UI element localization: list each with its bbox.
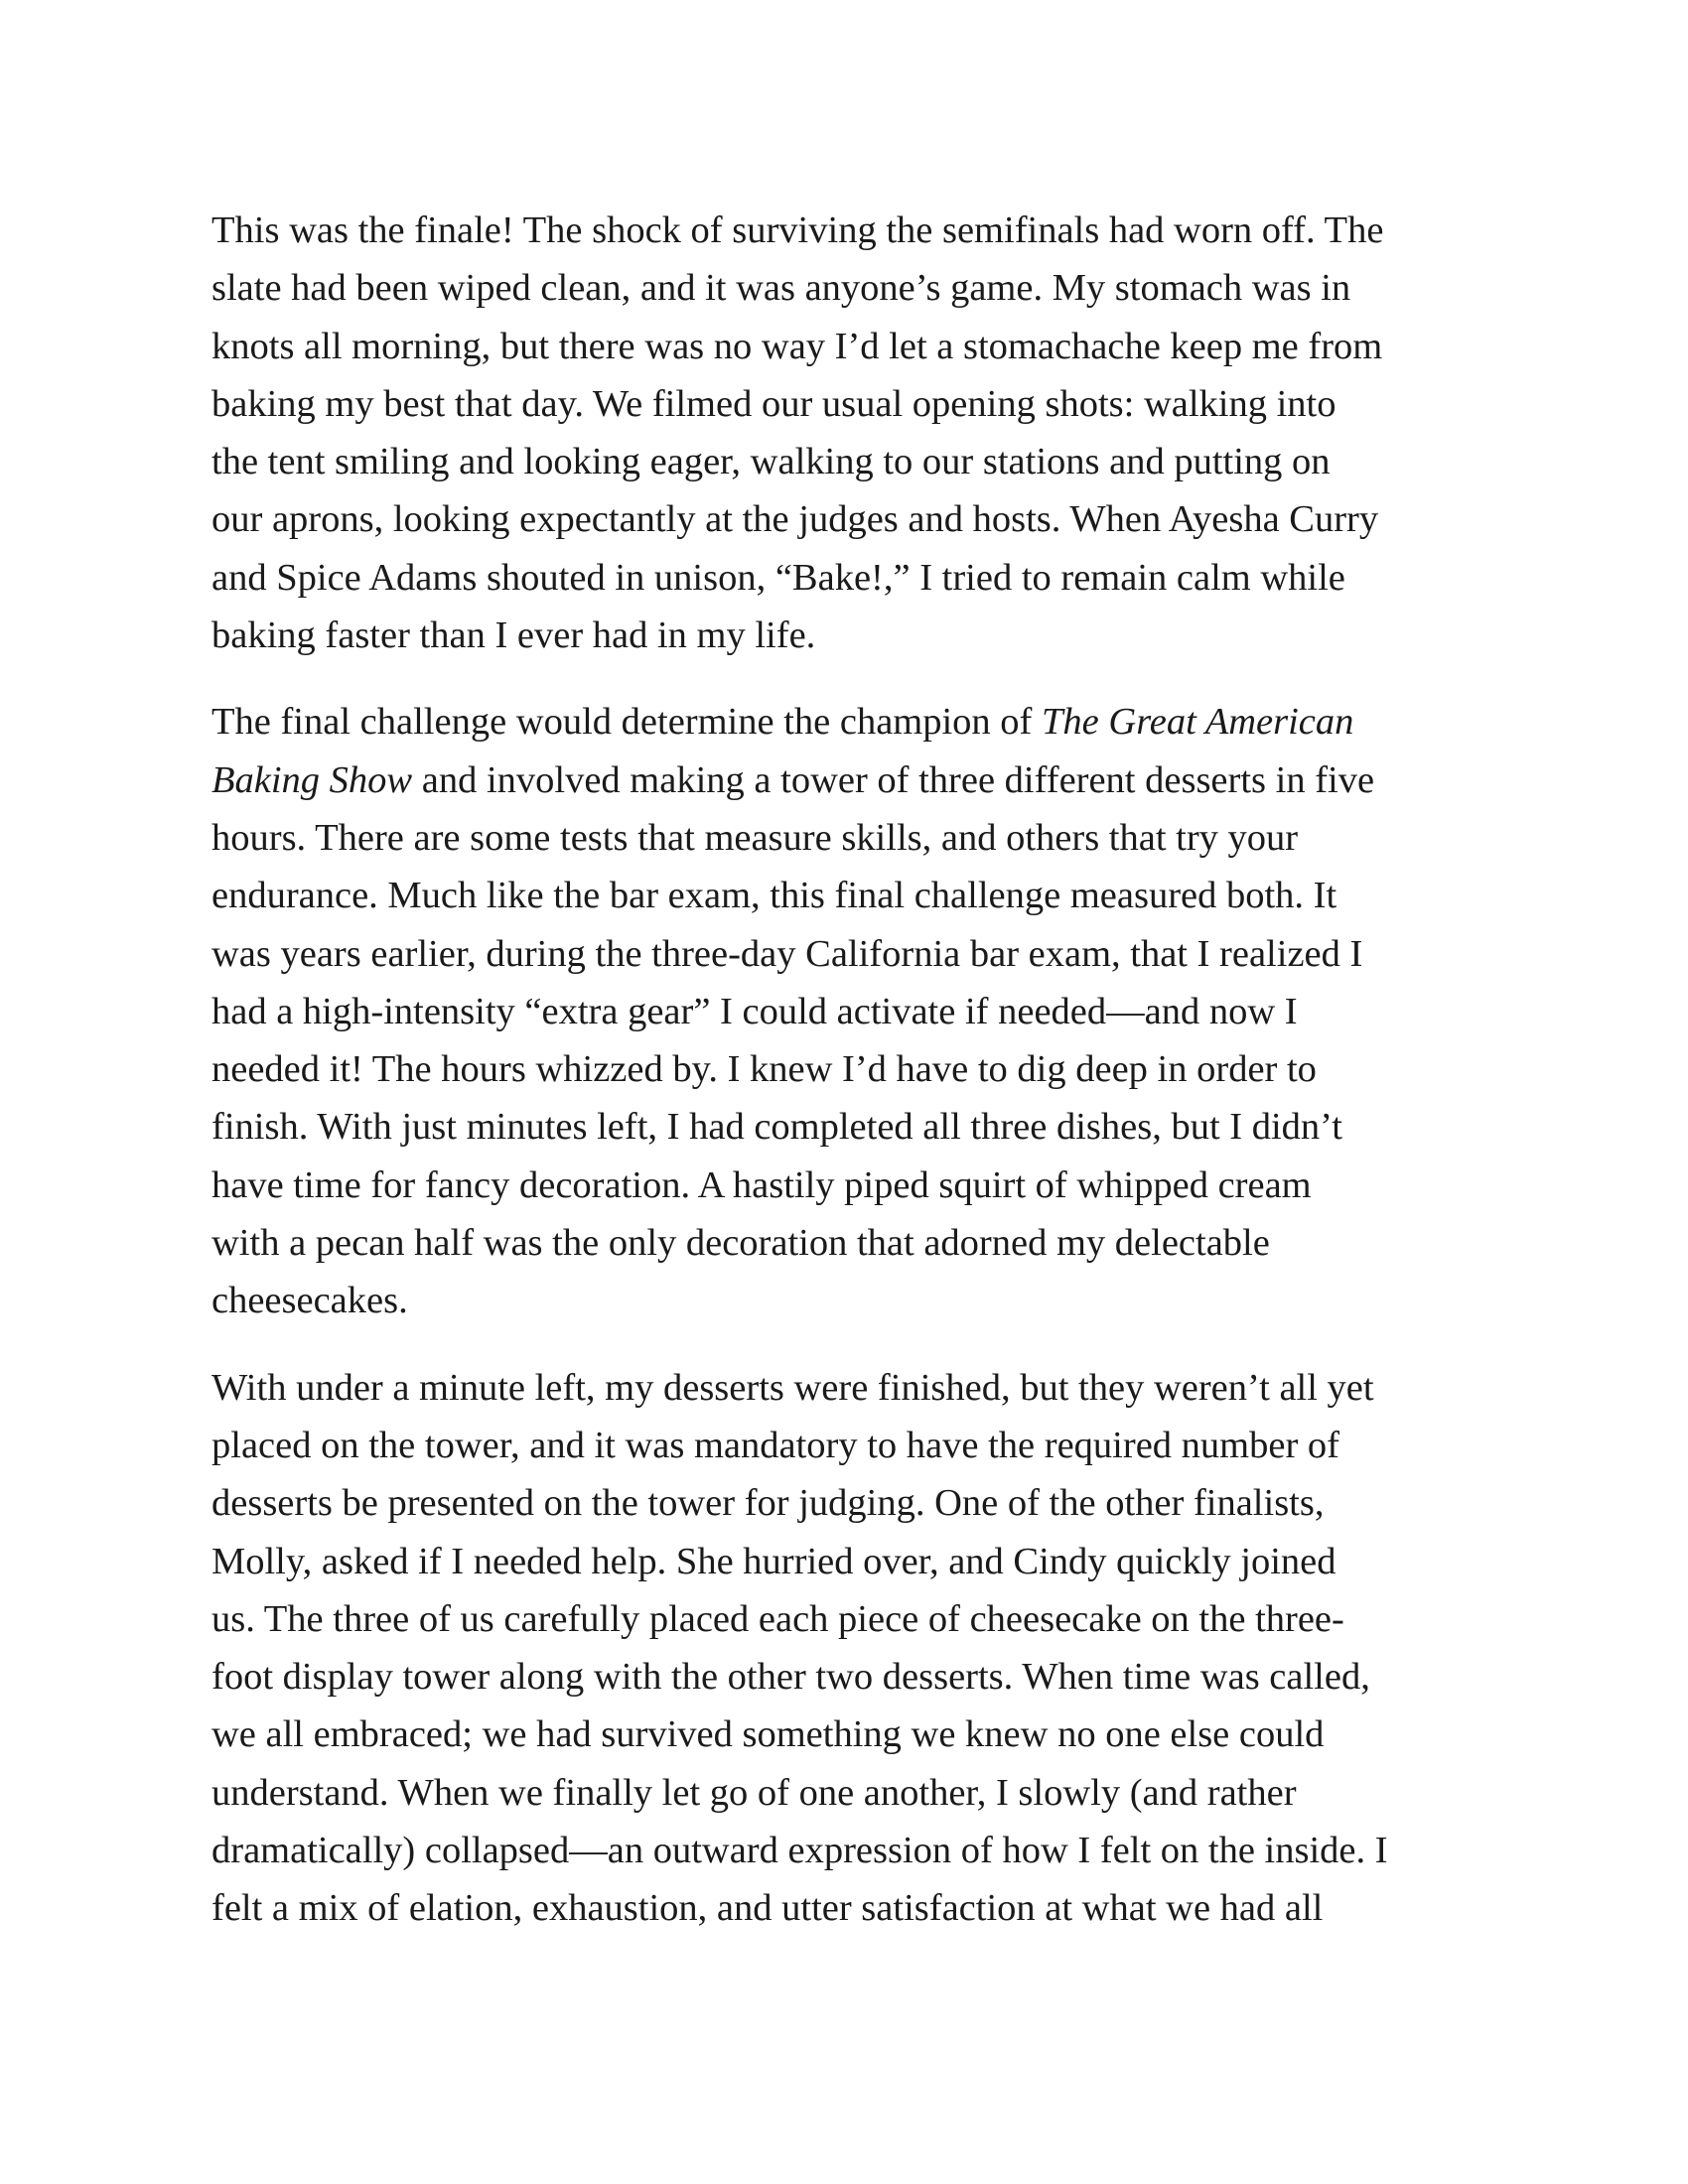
text-line: and Spice Adams shouted in unison, “Bake!,” I tried to remain calm while [211, 556, 1345, 599]
text-line: our aprons, looking expectantly at the judges and hosts. When Ayesha Curry [211, 498, 1379, 541]
text-line: we all embraced; we had survived something we knew no one else could [211, 1713, 1325, 1756]
paragraph-3 [211, 1359, 1502, 1938]
text-line: placed on the tower, and it was mandatory to have the required number of [211, 1424, 1339, 1466]
text-line: The final challenge would determine the champion of The Great American [211, 701, 1354, 744]
text-line: finish. With just minutes left, I had completed all three dishes, but I didn’t [211, 1106, 1343, 1149]
text-line: baking my best that day. We filmed our usual opening shots: walking into [211, 382, 1336, 425]
text-line: us. The three of us carefully placed each piece of cheesecake on the three- [211, 1597, 1344, 1640]
text-line: desserts be presented on the tower for judging. One of the other finalists, [211, 1482, 1325, 1525]
text-line: This was the finale! The shock of surviving the semifinals had worn off. The [211, 209, 1384, 251]
book-title-italic: Baking Show [211, 758, 413, 801]
text-line: had a high-intensity “extra gear” I could activate if needed—and now I [211, 990, 1298, 1032]
book-title-italic: The Great American [1042, 701, 1354, 744]
paragraph-1 [211, 202, 1502, 664]
text-line: the tent smiling and looking eager, walking to our stations and putting on [211, 441, 1331, 483]
text-line: baking faster than I ever had in my life. [211, 614, 816, 657]
text-line: endurance. Much like the bar exam, this final challenge measured both. It [211, 875, 1337, 917]
text-line: knots all morning, but there was no way I’d let a stomachache keep me from [211, 325, 1383, 367]
text-line: with a pecan half was the only decoration that adorned my delectable [211, 1222, 1270, 1265]
body-text [211, 202, 1502, 1967]
text-line: dramatically) collapsed—an outward expression of how I felt on the inside. I [211, 1830, 1388, 1872]
text-line: foot display tower along with the other two desserts. When time was called, [211, 1656, 1370, 1699]
text-line: cheesecakes. [211, 1280, 408, 1322]
paragraph-2 [211, 693, 1502, 1329]
text-line: With under a minute left, my desserts were finished, but they weren’t all yet [211, 1366, 1374, 1409]
text-line: slate had been wiped clean, and it was anyone’s game. My stomach was in [211, 267, 1351, 310]
text-line: Baking Show and involved making a tower of three different desserts in five [211, 758, 1375, 801]
text-line: felt a mix of elation, exhaustion, and utter satisfaction at what we had all [211, 1887, 1324, 1930]
text-line: needed it! The hours whizzed by. I knew I’d have to dig deep in order to [211, 1048, 1317, 1091]
text-line: have time for fancy decoration. A hastily piped squirt of whipped cream [211, 1163, 1312, 1206]
text-line: Molly, asked if I needed help. She hurried over, and Cindy quickly joined [211, 1540, 1336, 1582]
text-line: hours. There are some tests that measure skills, and others that try your [211, 816, 1299, 859]
text-line: understand. When we finally let go of one another, I slowly (and rather [211, 1771, 1297, 1814]
text-line: was years earlier, during the three-day California bar exam, that I realized I [211, 932, 1363, 975]
